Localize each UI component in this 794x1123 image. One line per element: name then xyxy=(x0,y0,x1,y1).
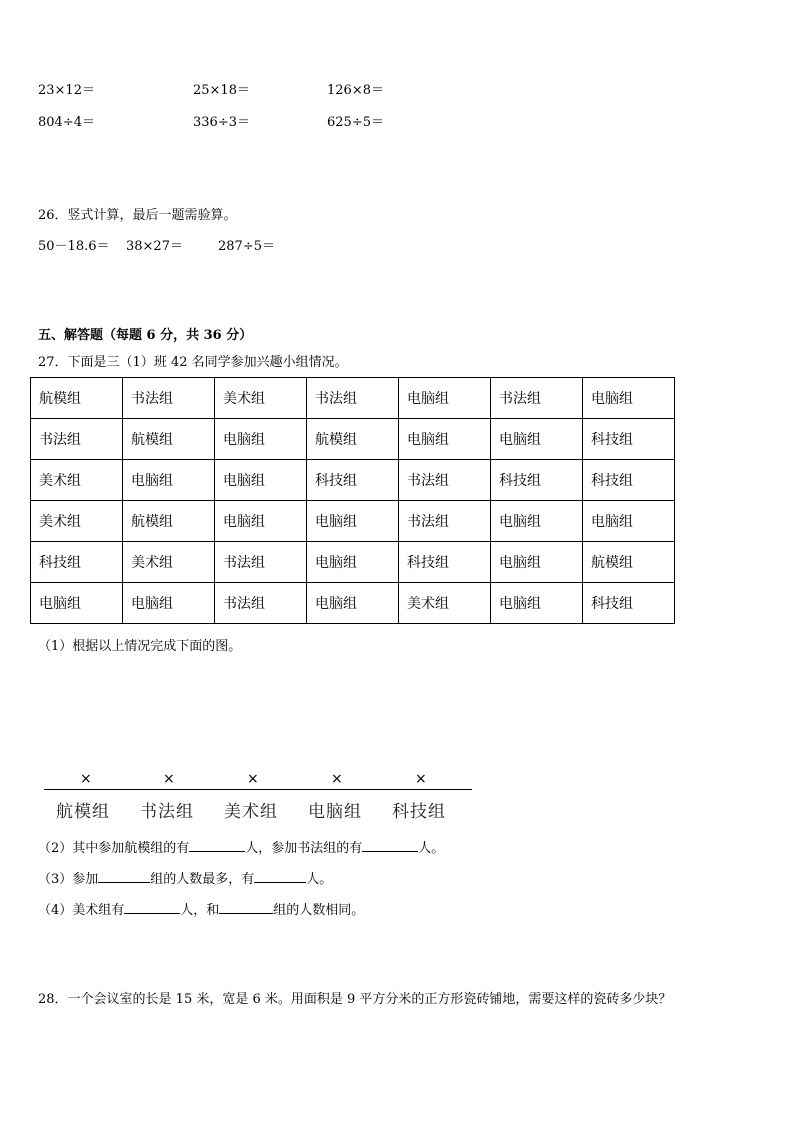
table-cell: 电脑组 xyxy=(491,542,583,583)
table-cell: 科技组 xyxy=(491,460,583,501)
tally-mark-3: × xyxy=(247,771,259,787)
calc-2: 25×18＝ xyxy=(193,83,250,98)
table-cell: 科技组 xyxy=(307,460,399,501)
table-cell: 电脑组 xyxy=(123,460,215,501)
q27-part3-a: （3）参加 xyxy=(38,872,99,887)
table-cell: 电脑组 xyxy=(399,419,491,460)
table-cell: 电脑组 xyxy=(583,378,675,419)
table-cell: 书法组 xyxy=(123,378,215,419)
calc-1: 23×12＝ xyxy=(38,83,95,98)
q27-part4 xyxy=(38,900,364,919)
table-cell: 电脑组 xyxy=(215,419,307,460)
answer-blank-3[interactable] xyxy=(98,869,150,883)
table-row xyxy=(31,501,675,542)
table-cell: 电脑组 xyxy=(31,583,123,624)
table-cell: 科技组 xyxy=(583,583,675,624)
table-cell: 电脑组 xyxy=(215,501,307,542)
table-cell: 电脑组 xyxy=(215,460,307,501)
table-cell: 航模组 xyxy=(307,419,399,460)
answer-blank-2[interactable] xyxy=(362,838,418,852)
table-cell: 书法组 xyxy=(215,583,307,624)
q27-part4-a: （4）美术组有 xyxy=(38,903,125,918)
table-cell: 书法组 xyxy=(307,378,399,419)
table-cell: 电脑组 xyxy=(307,501,399,542)
answer-blank-5[interactable] xyxy=(124,900,180,914)
table-cell: 书法组 xyxy=(31,419,123,460)
tally-label-1: 航模组 xyxy=(56,802,110,822)
table-cell: 电脑组 xyxy=(491,583,583,624)
q27-part4-c: 组的人数相同。 xyxy=(273,903,365,918)
tally-mark-4: × xyxy=(331,771,343,787)
tally-mark-2: × xyxy=(163,771,175,787)
q27-part1: （1）根据以上情况完成下面的图。 xyxy=(38,639,242,654)
q26-item-1: 50－18.6＝ xyxy=(38,239,110,254)
tally-label-4: 电脑组 xyxy=(308,802,362,822)
q26-item-2: 38×27＝ xyxy=(126,239,183,254)
q27-part2-a: （2）其中参加航模组的有 xyxy=(38,841,190,856)
table-cell: 电脑组 xyxy=(123,583,215,624)
table-cell: 电脑组 xyxy=(307,583,399,624)
q27-part2 xyxy=(38,838,444,857)
table-cell: 美术组 xyxy=(399,583,491,624)
calc-5: 336÷3＝ xyxy=(193,115,250,130)
table-cell: 书法组 xyxy=(399,460,491,501)
table-cell: 书法组 xyxy=(491,378,583,419)
table-cell: 航模组 xyxy=(123,419,215,460)
q27-part3 xyxy=(38,869,332,888)
table-cell: 电脑组 xyxy=(307,542,399,583)
table-cell: 电脑组 xyxy=(399,378,491,419)
calc-3: 126×8＝ xyxy=(327,83,384,98)
table-cell: 书法组 xyxy=(399,501,491,542)
table-cell: 美术组 xyxy=(215,378,307,419)
answer-blank-4[interactable] xyxy=(254,869,306,883)
table-cell: 电脑组 xyxy=(491,419,583,460)
answer-blank-1[interactable] xyxy=(189,838,245,852)
q28-title: 28．一个会议室的长是 15 米，宽是 6 米。用面积是 9 平方分米的正方形瓷砖铺地，需要这样的瓷砖多少块？ xyxy=(38,992,672,1007)
table-cell: 书法组 xyxy=(215,542,307,583)
table-cell: 美术组 xyxy=(31,460,123,501)
table-cell: 电脑组 xyxy=(583,501,675,542)
tally-mark-1: × xyxy=(80,771,92,787)
tally-label-5: 科技组 xyxy=(392,802,446,822)
table-cell: 航模组 xyxy=(31,378,123,419)
table-row xyxy=(31,460,675,501)
tally-label-2: 书法组 xyxy=(140,802,194,822)
table-cell: 科技组 xyxy=(583,460,675,501)
tally-axis-line xyxy=(44,789,472,790)
table-cell: 电脑组 xyxy=(491,501,583,542)
table-row xyxy=(31,378,675,419)
tally-label-3: 美术组 xyxy=(224,802,278,822)
q27-part3-c: 人。 xyxy=(306,872,333,887)
q27-part3-b: 组的人数最多，有 xyxy=(150,872,255,887)
table-cell: 科技组 xyxy=(583,419,675,460)
table-cell: 科技组 xyxy=(399,542,491,583)
table-row xyxy=(31,542,675,583)
q27-part4-b: 人，和 xyxy=(180,903,220,918)
q27-part2-b: 人，参加书法组的有 xyxy=(245,841,363,856)
calc-6: 625÷5＝ xyxy=(327,115,384,130)
table-cell: 科技组 xyxy=(31,542,123,583)
calc-4: 804÷4＝ xyxy=(38,115,95,130)
q27-title: 27．下面是三（1）班 42 名同学参加兴趣小组情况。 xyxy=(38,355,348,370)
table-cell: 美术组 xyxy=(31,501,123,542)
section5-title: 五、解答题（每题 6 分，共 36 分） xyxy=(38,328,253,343)
q26-item-3: 287÷5＝ xyxy=(218,239,275,254)
tally-mark-5: × xyxy=(415,771,427,787)
answer-blank-6[interactable] xyxy=(219,900,273,914)
table-row xyxy=(31,583,675,624)
table-cell: 航模组 xyxy=(583,542,675,583)
table-row xyxy=(31,419,675,460)
q27-part2-c: 人。 xyxy=(418,841,445,856)
table-cell: 航模组 xyxy=(123,501,215,542)
group-table xyxy=(30,377,675,624)
q26-title: 26．竖式计算，最后一题需验算。 xyxy=(38,208,237,223)
table-cell: 美术组 xyxy=(123,542,215,583)
